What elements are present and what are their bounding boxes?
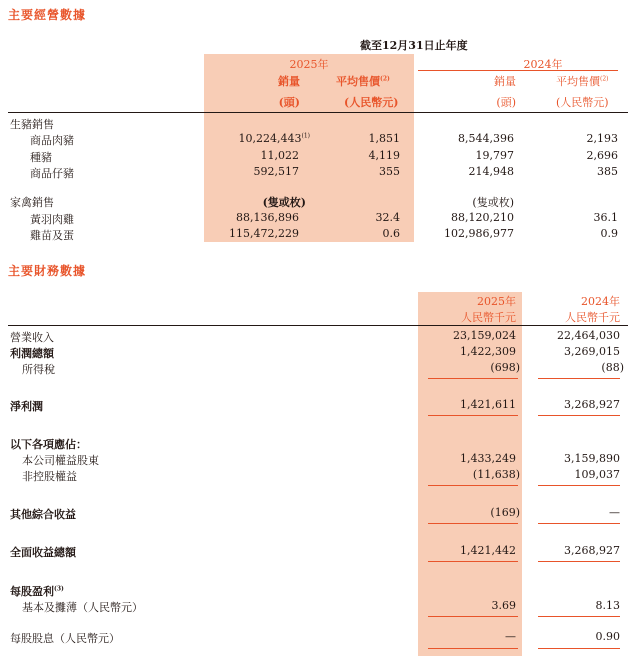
poultry-row-price-2024: 0.9: [600, 227, 618, 240]
hog-row-label: 種豬: [30, 151, 52, 164]
nci-2024: 109,037: [574, 468, 620, 481]
total-rule-2025: [428, 415, 518, 416]
poultry-row-label: 雞苗及蛋: [30, 229, 74, 242]
fin-year-2024-header: 2024年: [581, 295, 620, 308]
attrib-rule-2025: [428, 485, 518, 486]
dps-rule-2025: [428, 648, 518, 649]
unit-rmb-2024: (人民幣元): [556, 96, 609, 109]
hog-row-price-2025: 355: [379, 165, 400, 178]
unit-poultry-2025: (隻或枚): [262, 196, 306, 209]
fin-unit-2025: 人民幣千元: [461, 311, 516, 324]
tci-rule-2025: [428, 561, 518, 562]
hog-row-volume-2025: 10,224,443$^{(1)}$: [238, 132, 310, 145]
tci-2025: 1,421,442: [460, 544, 516, 557]
oci-rule-2025: [428, 523, 518, 524]
oci-label: 其他綜合收益: [10, 508, 76, 521]
subtotal-rule-2025: [428, 378, 518, 379]
hog-row-price-2024: 2,696: [586, 149, 618, 162]
hog-row-price-2024: 385: [597, 165, 618, 178]
revenue-2024: 22,464,030: [557, 329, 620, 342]
owners-label: 本公司權益股東: [22, 454, 99, 467]
avg-price-2025-header: 平均售價$^{(2)}$: [336, 75, 390, 88]
income-tax-2025: (698): [490, 361, 520, 374]
dps-2024: 0.90: [595, 630, 620, 643]
unit-poultry-2024: (隻或枚): [472, 196, 514, 209]
poultry-row-price-2025: 0.6: [382, 227, 400, 240]
hog-sales-group: 生豬銷售: [10, 118, 54, 131]
hog-row-label: 商品仔豬: [30, 167, 74, 180]
nci-label: 非控股權益: [22, 470, 77, 483]
poultry-row-price-2024: 36.1: [593, 211, 618, 224]
unit-head-2024: (頭): [496, 96, 516, 109]
operating-data-title: 主要經營數據: [8, 8, 87, 22]
sales-volume-2024-header: 銷量: [494, 75, 516, 88]
oci-rule-2024: [538, 523, 620, 524]
hog-row-price-2025: 1,851: [368, 132, 400, 145]
eps-basic-2025: 3.69: [491, 599, 516, 612]
hog-row-price-2025: 4,119: [368, 149, 400, 162]
sales-volume-2025-header: 銷量: [278, 75, 300, 88]
fin-year-2025-header: 2025年: [477, 295, 516, 308]
header-rule: [8, 112, 628, 113]
avg-price-2024-header: 平均售價$^{(2)}$: [556, 75, 609, 88]
net-profit-2024: 3,268,927: [564, 398, 620, 411]
year-2024-header: 2024年: [523, 58, 563, 71]
eps-rule-2025: [428, 616, 518, 617]
dps-rule-2024: [538, 648, 620, 649]
poultry-row-volume-2025: 88,136,896: [236, 211, 299, 224]
hog-row-volume-2024: 19,797: [475, 149, 514, 162]
revenue-label: 營業收入: [10, 331, 54, 344]
eps-label: 每股盈利$^{(3)}$: [10, 585, 64, 598]
poultry-row-volume-2024: 88,120,210: [451, 211, 514, 224]
hog-row-volume-2025: 11,022: [260, 149, 299, 162]
owners-2024: 3,159,890: [564, 452, 620, 465]
fin-header-rule: [8, 325, 628, 326]
revenue-2025: 23,159,024: [453, 329, 516, 342]
tci-2024: 3,268,927: [564, 544, 620, 557]
total-profit-2024: 3,269,015: [564, 345, 620, 358]
hog-row-price-2024: 2,193: [586, 132, 618, 145]
income-tax-label: 所得稅: [22, 363, 55, 376]
net-profit-2025: 1,421,611: [460, 398, 516, 411]
hog-row-volume-2024: 214,948: [468, 165, 514, 178]
total-profit-2025: 1,422,309: [460, 345, 516, 358]
poultry-row-label: 黃羽肉雞: [30, 213, 74, 226]
subtotal-rule-2024: [538, 378, 620, 379]
hog-row-volume-2024: 8,544,396: [458, 132, 514, 145]
year-2024-underline: [418, 70, 618, 71]
unit-head-2025: (頭): [278, 96, 300, 109]
year-2025-header: 2025年: [289, 58, 329, 71]
hog-row-volume-2025: 592,517: [253, 165, 299, 178]
income-tax-2024: (88): [601, 361, 624, 374]
dps-label: 每股股息（人民幣元）: [10, 632, 120, 645]
oci-2024: —: [609, 506, 620, 519]
eps-basic-label: 基本及攤薄（人民幣元）: [22, 601, 143, 614]
eps-rule-2024: [538, 616, 620, 617]
poultry-sales-group: 家禽銷售: [10, 196, 54, 209]
fin-unit-2024: 人民幣千元: [565, 311, 620, 324]
attrib-rule-2024: [538, 485, 620, 486]
net-profit-label: 淨利潤: [10, 400, 43, 413]
nci-2025: (11,638): [472, 468, 520, 481]
owners-2025: 1,433,249: [460, 452, 516, 465]
total-profit-label: 利潤總額: [10, 347, 54, 360]
poultry-row-volume-2024: 102,986,977: [444, 227, 514, 240]
total-rule-2024: [538, 415, 620, 416]
unit-rmb-2025: (人民幣元): [344, 96, 399, 109]
poultry-row-volume-2025: 115,472,229: [229, 227, 299, 240]
poultry-row-price-2025: 32.4: [375, 211, 400, 224]
oci-2025: (169): [490, 506, 520, 519]
attributable-label: 以下各項應佔：: [10, 438, 87, 451]
tci-rule-2024: [538, 561, 620, 562]
dps-2025: —: [505, 630, 516, 643]
hog-row-label: 商品肉豬: [30, 134, 74, 147]
financial-data-title: 主要財務數據: [8, 264, 87, 278]
tci-label: 全面收益總額: [10, 546, 76, 559]
period-label: 截至12月31日止年度: [360, 39, 468, 52]
eps-basic-2024: 8.13: [595, 599, 620, 612]
